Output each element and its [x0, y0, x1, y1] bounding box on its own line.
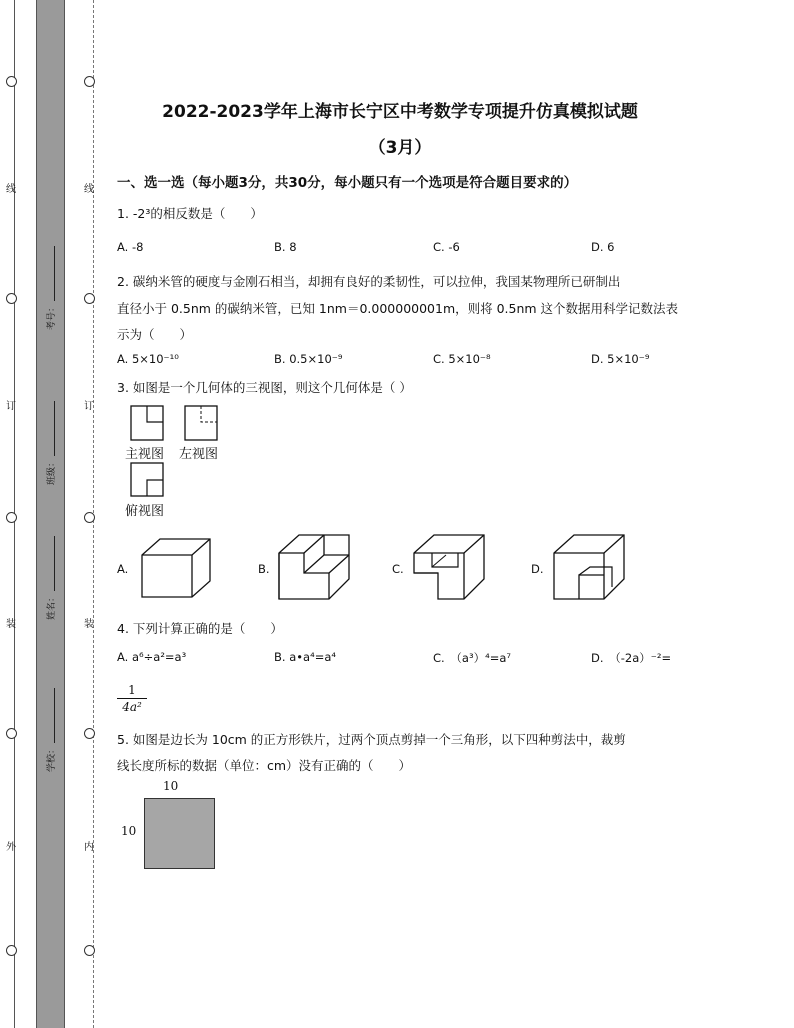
q2-option-c: C. 5×10⁻⁸ — [433, 352, 491, 366]
square-sheet — [144, 798, 215, 869]
front-view-label: 主视图 — [125, 447, 165, 462]
top-view-label: 俯视图 — [125, 504, 165, 519]
solid-a-figure — [138, 537, 214, 601]
solid-d-figure — [550, 533, 630, 603]
side-char: 外 — [6, 842, 16, 853]
binding-hole — [84, 728, 95, 739]
q4-option-d: D. （-2a）⁻²= — [591, 651, 672, 665]
binding-hole — [6, 512, 17, 523]
binding-hole — [84, 512, 95, 523]
fraction-denominator: 4a² — [122, 700, 142, 714]
side-char: 线 — [84, 184, 94, 195]
q4-option-a: A. a⁶÷a²=a³ — [117, 650, 187, 664]
section-heading: 一、选一选（每小题3分，共30分，每小题只有一个选项是符合题目要求的） — [117, 175, 578, 191]
field-school: 学校： — [44, 688, 57, 772]
q1-option-d: D. 6 — [591, 240, 615, 254]
q1-option-c: C. -6 — [433, 240, 460, 254]
binding-hole — [84, 76, 95, 87]
side-char: 装 — [84, 619, 94, 630]
question-4: 4. 下列计算正确的是（ ） — [117, 621, 283, 636]
side-char: 装 — [6, 619, 16, 630]
q2-option-b: B. 0.5×10⁻⁹ — [274, 352, 343, 366]
question-2: 2. 碳纳米管的硬度与金刚石相当，却拥有良好的柔韧性，可以拉伸，我国某物理所已研制出 — [117, 274, 621, 289]
field-name: 姓名： — [44, 536, 57, 620]
solid-b-figure — [275, 533, 355, 603]
binding-hole — [84, 945, 95, 956]
q4-fraction — [117, 683, 147, 714]
field-exam-number: 考号： — [44, 246, 57, 330]
square-left-label: 10 — [121, 824, 137, 838]
q4-option-b: B. a•a⁴=a⁴ — [274, 650, 336, 664]
binding-hole — [6, 728, 17, 739]
margin-line — [36, 0, 37, 1028]
binding-hole — [6, 76, 17, 87]
side-char: 内 — [84, 842, 94, 853]
page-subtitle: （3月） — [368, 138, 432, 158]
left-view-label: 左视图 — [179, 447, 219, 462]
solid-c-figure — [410, 533, 490, 603]
binding-hole — [6, 945, 17, 956]
side-char: 订 — [6, 401, 16, 412]
q3-option-b: B. — [258, 562, 270, 576]
page-title: 2022-2023学年上海市长宁区中考数学专项提升仿真模拟试题 — [162, 102, 638, 122]
binding-hole — [84, 293, 95, 304]
question-2-line3: 示为（ ） — [117, 327, 193, 342]
q4-option-c: C. （a³）⁴=a⁷ — [433, 651, 511, 665]
q2-option-a: A. 5×10⁻¹⁰ — [117, 352, 179, 366]
question-5-line2: 线长度所标的数据（单位：cm）没有正确的（ ） — [117, 758, 412, 773]
q1-option-a: A. -8 — [117, 240, 144, 254]
binding-hole — [6, 293, 17, 304]
question-5: 5. 如图是边长为 10cm 的正方形铁片，过两个顶点剪掉一个三角形，以下四种剪法中，裁剪 — [117, 732, 626, 747]
binding-strip — [36, 0, 64, 1028]
margin-line — [64, 0, 65, 1028]
q2-option-d: D. 5×10⁻⁹ — [591, 352, 650, 366]
question-3: 3. 如图是一个几何体的三视图，则这个几何体是（ ） — [117, 380, 412, 395]
fraction-numerator: 1 — [128, 683, 136, 697]
side-char: 订 — [84, 401, 94, 412]
field-class: 班级： — [44, 401, 57, 485]
q3-option-d: D. — [531, 562, 544, 576]
side-char: 线 — [6, 184, 16, 195]
q3-option-c: C. — [392, 562, 404, 576]
question-2-line2: 直径小于 0.5nm 的碳纳米管，已知 1nm＝0.000000001m，则将 0.5nm 这个数据用科学记数法表 — [117, 301, 679, 316]
question-1: 1. -2³的相反数是（ ） — [117, 206, 263, 221]
q1-option-b: B. 8 — [274, 240, 297, 254]
square-top-label: 10 — [163, 779, 179, 793]
q3-option-a: A. — [117, 562, 129, 576]
